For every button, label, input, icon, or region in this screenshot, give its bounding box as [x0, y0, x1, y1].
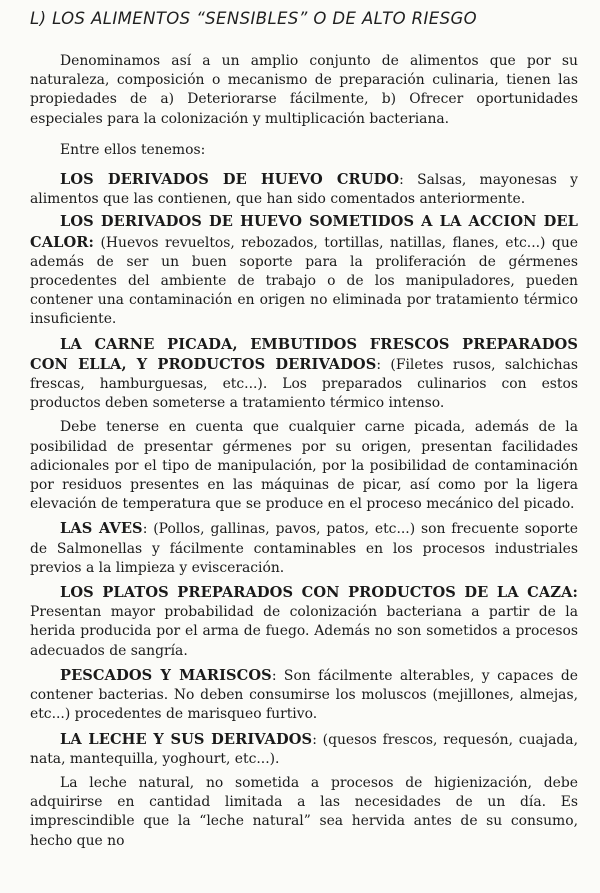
paragraph-heading: PESCADOS Y MARISCOS — [60, 666, 272, 684]
paragraph-heading: LOS DERIVADOS DE HUEVO CRUDO — [60, 171, 400, 189]
paragraph-text: (Huevos revueltos, rebozados, tortillas, natillas, flanes, etc...) que además de ser un buen soporte para la proliferación de gérmenes procedentes del ambiente de trabajo o de los manipuladores, pueden contener una contaminación en origen no eliminada por tratamiento térmico insuficiente. — [30, 234, 578, 328]
paragraph-pescados — [30, 666, 578, 725]
paragraph-text: : Son fácilmente alterables, y capaces de contener bacterias. No deben consumirse los moluscos (mejillones, almejas, etc...) procedentes de marisqueo furtivo. — [30, 667, 578, 723]
paragraph-carne-picada — [30, 335, 578, 414]
section-title: L) LOS ALIMENTOS “SENSIBLES” O DE ALTO RIESGO — [30, 9, 478, 28]
intro-paragraph: Denominamos así a un amplio conjunto de alimentos que por su naturaleza, composición o mecanismo de preparación culinaria, tienen las propiedades de a) Deteriorarse fácilmente, b) Ofrecer oportunidades especiales para la colonización y multiplicación bacteriana. — [30, 53, 578, 127]
paragraph-text: : (Pollos, gallinas, pavos, patos, etc...) son frecuente soporte de Salmonellas y fácilmente contaminables en los procesos industriales previos a la limpieza y evisceración. — [30, 521, 578, 576]
paragraph-leche-natural — [30, 774, 578, 851]
paragraph-heading: LOS PLATOS PREPARADOS CON PRODUCTOS DE LA CAZA: — [60, 584, 578, 602]
paragraph-heading: LAS AVES — [60, 520, 143, 538]
paragraph-text: : Salsas, mayonesas y alimentos que las contienen, que han sido comentados anteriormente. — [30, 172, 578, 208]
paragraph-text: : (Filetes rusos, salchichas frescas, hamburguesas, etc...). Los preparados culinarios con estos productos deben someterse a tratamiento térmico intenso. — [30, 356, 578, 412]
paragraph-huevo-crudo — [30, 170, 578, 209]
paragraph-heading: LA LECHE Y SUS DERIVADOS — [60, 730, 313, 748]
list-intro: Entre ellos tenemos: — [60, 141, 206, 158]
paragraph-heading: LA CARNE PICADA, EMBUTIDOS FRESCOS PREPARADOS CON ELLA, Y PRODUCTOS DERIVADOS — [30, 335, 578, 373]
paragraph-aves — [30, 519, 578, 578]
paragraph-leche — [30, 730, 578, 769]
paragraph-caza — [30, 583, 578, 661]
paragraph-text: La leche natural, no sometida a procesos de higienización, debe adquirirse en cantidad limitada a las necesidades de un día. Es imprescindible que la “leche natural” sea hervida antes de su consumo, hecho que no — [30, 774, 578, 849]
paragraph-text: Presentan mayor probabilidad de colonización bacteriana a partir de la herida producida por el arma de fuego. Además no son sometidos a procesos adecuados de sangría. — [30, 604, 578, 659]
paragraph-text: Debe tenerse en cuenta que cualquier carne picada, además de la posibilidad de presentar gérmenes por su origen, presentan facilidades adicionales por el tipo de manipulación, por la posibilidad de contaminación por residuos presentes en las máquinas de picar, así como por la ligera elevación de temperatura que se produce en el proceso mecánico del picado. — [30, 419, 578, 513]
paragraph-huevo-calor — [30, 212, 578, 329]
paragraph-heading: LOS DERIVADOS DE HUEVO SOMETIDOS A LA ACCION DEL CALOR: — [30, 213, 578, 251]
paragraph-text: : (quesos frescos, requesón, cuajada, nata, mantequilla, yoghourt, etc...). — [30, 731, 578, 767]
paragraph-carne-picada-note — [30, 418, 578, 514]
